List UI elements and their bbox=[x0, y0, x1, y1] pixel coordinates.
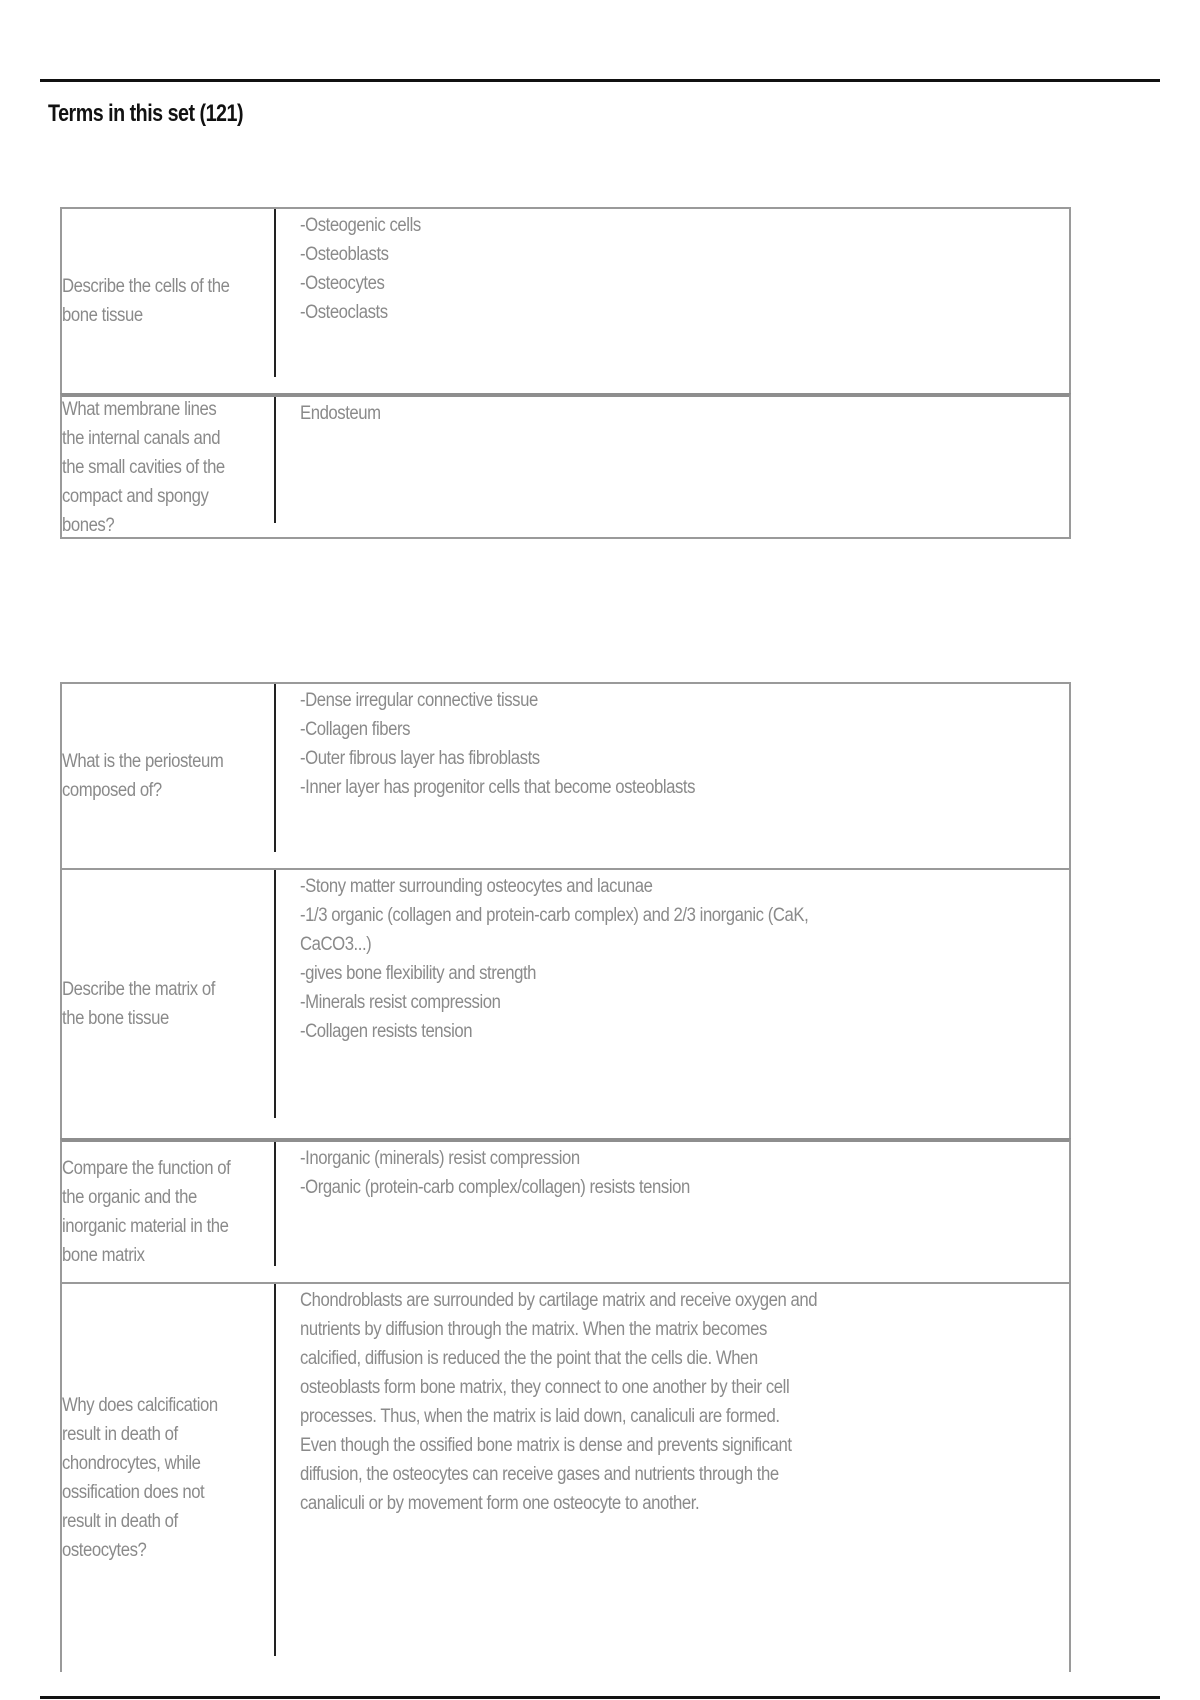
card-group-1 bbox=[60, 207, 1071, 539]
term-cell bbox=[62, 870, 272, 1138]
card-row bbox=[60, 1138, 1071, 1284]
term-text: Compare the function of the organic and the inorganic material in the bone matrix bbox=[62, 1158, 231, 1266]
term-cell bbox=[62, 1284, 272, 1672]
column-divider bbox=[274, 209, 276, 377]
column-divider bbox=[274, 870, 276, 1118]
card-row bbox=[60, 868, 1071, 1140]
definition-text: -Stony matter surrounding osteocytes and lacunae -1/3 organic (collagen and protein-carb complex) and 2/3 inorganic (CaK, CaCO3...) -gives bone flexibility and strength -Minerals resist compression -Collagen resists tension bbox=[300, 876, 809, 1042]
term-text: Why does calcification result in death of chondrocytes, while ossification does not result in death of osteocytes? bbox=[62, 1395, 218, 1561]
term-text: What membrane lines the internal canals and the small cavities of the compact and spongy bones? bbox=[62, 398, 225, 536]
column-divider bbox=[274, 397, 276, 523]
term-text: What is the periosteum composed of? bbox=[62, 751, 224, 801]
definition-cell bbox=[300, 1286, 820, 1518]
top-rule bbox=[40, 79, 1160, 82]
definition-cell bbox=[300, 1144, 820, 1202]
term-cell bbox=[62, 684, 272, 868]
definition-text: -Dense irregular connective tissue -Collagen fibers -Outer fibrous layer has fibroblasts -Inner layer has progenitor cells that become osteoblasts bbox=[300, 690, 696, 798]
card-row bbox=[60, 393, 1071, 539]
definition-cell bbox=[300, 872, 820, 1046]
term-cell bbox=[62, 1142, 272, 1282]
definition-cell bbox=[300, 399, 820, 428]
term-text: Describe the cells of the bone tissue bbox=[62, 276, 230, 326]
definition-text: Chondroblasts are surrounded by cartilage matrix and receive oxygen and nutrients by diffusion through the matrix. When the matrix becomes calcified, diffusion is reduced the the point that the cells die. When osteoblasts form bone matrix, they connect to one another by their cell processes. Thus, when the matrix is laid down, canaliculi are formed. Even though the ossified bone matrix is dense and prevents significant diffusion, the osteocytes can receive gases and nutrients through the canaliculi or by movement form one osteocyte to another. bbox=[300, 1290, 818, 1514]
column-divider bbox=[274, 1284, 276, 1656]
term-cell bbox=[62, 397, 272, 537]
column-divider bbox=[274, 1142, 276, 1266]
definition-text: -Inorganic (minerals) resist compression -Organic (protein-carb complex/collagen) resists tension bbox=[300, 1148, 690, 1198]
card-group-2 bbox=[60, 682, 1071, 1672]
definition-text: -Osteogenic cells -Osteoblasts -Osteocytes -Osteoclasts bbox=[300, 215, 421, 323]
definition-cell bbox=[300, 211, 820, 327]
term-text: Describe the matrix of the bone tissue bbox=[62, 979, 215, 1029]
bottom-rule bbox=[40, 1696, 1160, 1699]
definition-text: Endosteum bbox=[300, 403, 381, 424]
term-cell bbox=[62, 209, 272, 393]
card-row bbox=[60, 1282, 1071, 1672]
column-divider bbox=[274, 684, 276, 852]
card-row bbox=[60, 207, 1071, 395]
card-row bbox=[60, 682, 1071, 870]
definition-cell bbox=[300, 686, 820, 802]
set-heading: Terms in this set (121) bbox=[48, 100, 244, 127]
